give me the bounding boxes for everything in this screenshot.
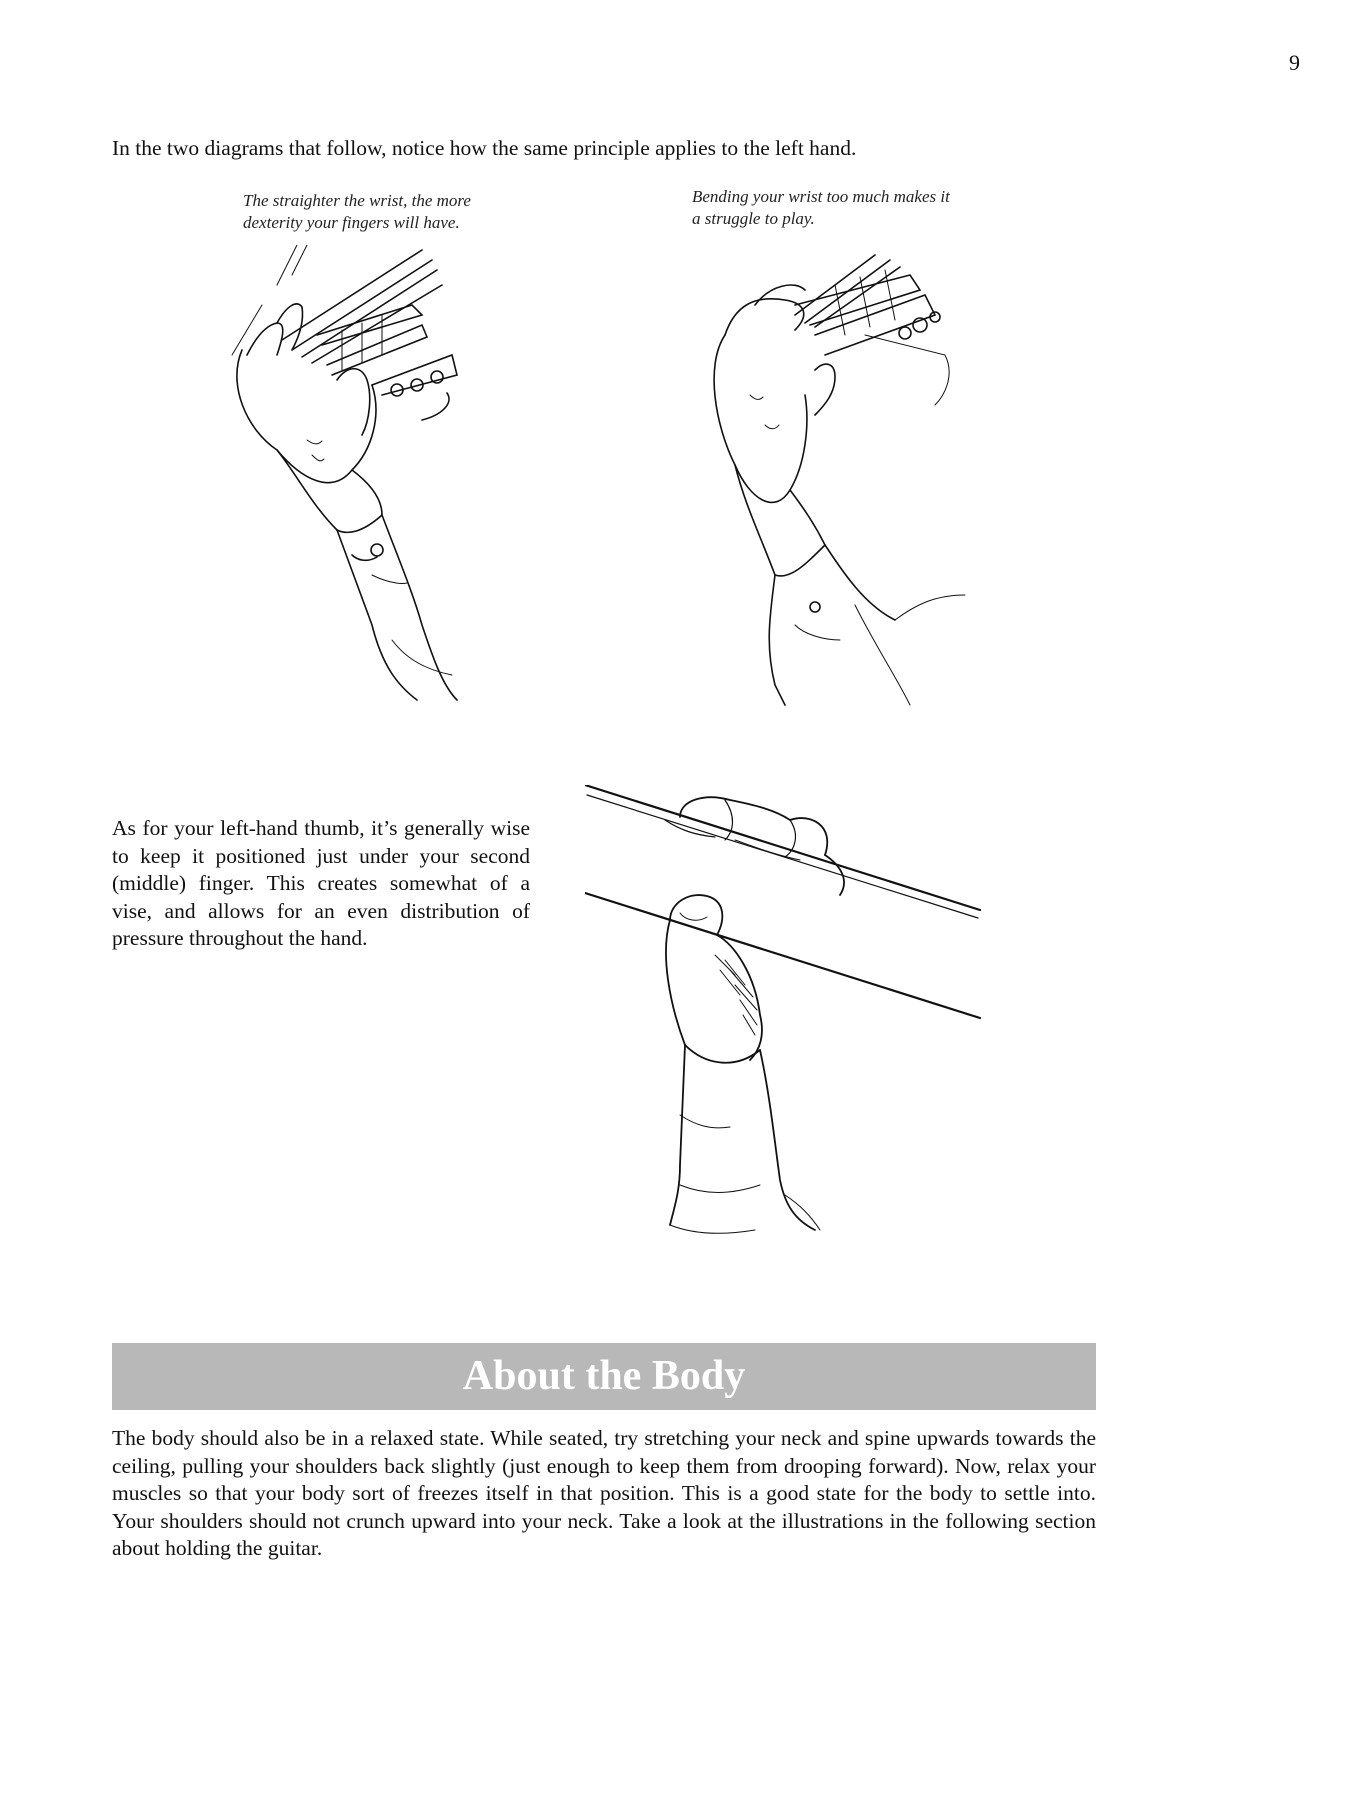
section-title: About the Body bbox=[462, 1353, 746, 1399]
left-hand-thumb-illustration bbox=[585, 785, 995, 1245]
caption-straight-wrist: The straighter the wrist, the more dexterity your fingers will have. bbox=[243, 191, 471, 232]
caption-bent-wrist: Bending your wrist too much makes it a struggle to play. bbox=[692, 187, 950, 228]
thumb-paragraph: As for your left-hand thumb, it’s generally wise to keep it positioned just under your second (middle) finger. This creates somewhat of a vise, and allows for an even distribution of pressure throughout the hand. bbox=[112, 816, 530, 950]
section-header-bar bbox=[112, 1343, 1096, 1410]
section-body-paragraph: The body should also be in a relaxed state. While seated, try stretching your neck and spine upwards towards the ceiling, pulling your shoulders back slightly (just enough to keep them from drooping forward). Now, relax your muscles so that your body sort of freezes itself in that position. This is a good state for the body to settle into. Your shoulders should not crunch upward into your neck. Take a look at the illustrations in the following section about holding the guitar. bbox=[112, 1426, 1096, 1560]
left-hand-bent-wrist-illustration bbox=[695, 245, 970, 715]
intro-paragraph: In the two diagrams that follow, notice how the same principle applies to the left hand. bbox=[112, 136, 857, 160]
left-hand-straight-wrist-illustration bbox=[222, 245, 492, 715]
page-number: 9 bbox=[1289, 50, 1300, 75]
